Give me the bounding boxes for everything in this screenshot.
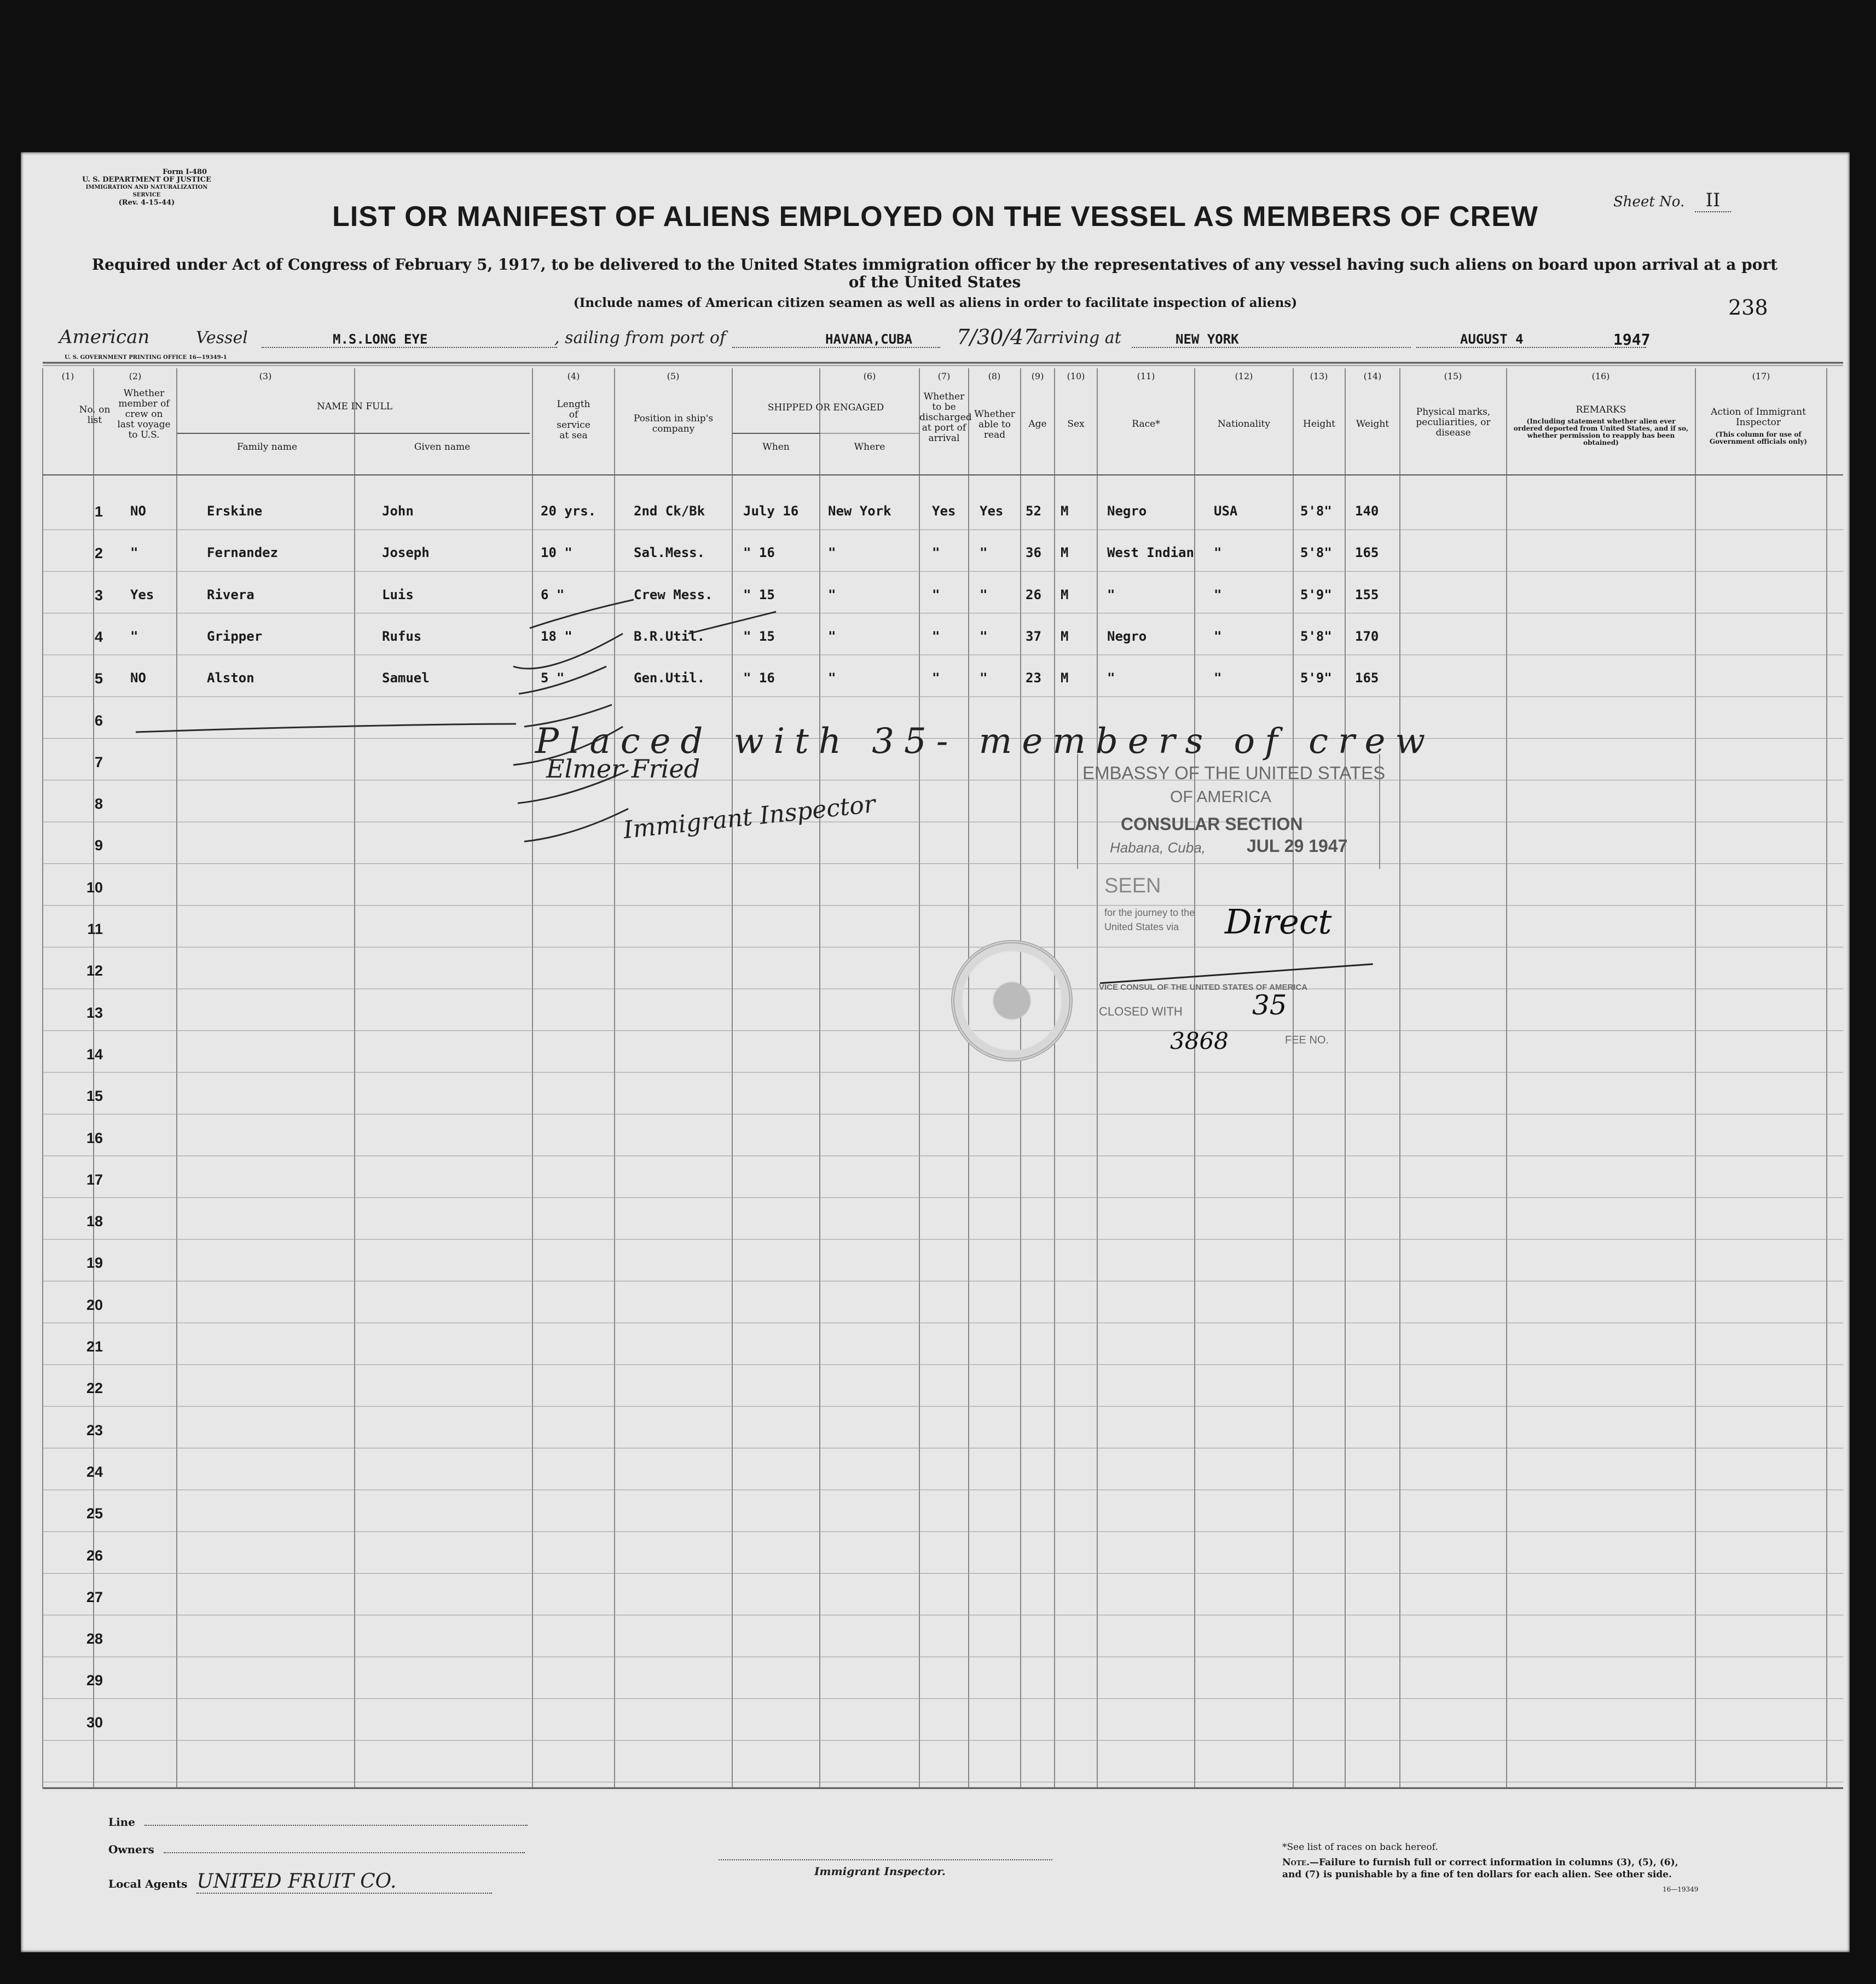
consular-stamp xyxy=(1077,754,1386,1230)
cell-given-name: Joseph xyxy=(382,545,430,561)
footer-races-note: *See list of races on back hereof. xyxy=(1282,1842,1438,1853)
cell-sex: M xyxy=(1061,670,1069,686)
cell-position: 2nd Ck/Bk xyxy=(634,503,705,519)
header-family-name: Family name xyxy=(236,442,298,453)
document-title: LIST OR MANIFEST OF ALIENS EMPLOYED ON THE VESSEL AS MEMBERS OF CREW xyxy=(332,201,1538,233)
row-number: 16 xyxy=(86,1129,103,1146)
row-number: 11 xyxy=(87,921,103,937)
cell-shipped-where: " xyxy=(828,587,836,602)
column-number: (9) xyxy=(1031,371,1044,381)
cell-shipped-where: " xyxy=(828,628,836,644)
row-number: 29 xyxy=(86,1672,103,1689)
cell-height: 5'8" xyxy=(1300,628,1332,644)
cell-length-of-service: 10 " xyxy=(541,545,572,561)
cell-race: Negro xyxy=(1107,628,1147,644)
cell-nationality: " xyxy=(1214,628,1222,644)
cell-age: 26 xyxy=(1026,587,1041,602)
cell-shipped-when: " 16 xyxy=(743,670,775,686)
column-number: (15) xyxy=(1444,371,1462,381)
cell-family-name: Erskine xyxy=(207,503,263,519)
cell-weight: 140 xyxy=(1355,503,1379,519)
footer-line-underline xyxy=(144,1825,528,1826)
handwritten-signature: Elmer Fried xyxy=(546,754,700,784)
column-number: (17) xyxy=(1752,371,1770,381)
stamp-city: Habana, Cuba, xyxy=(1110,839,1206,856)
row-number: 28 xyxy=(86,1631,103,1647)
cell-length-of-service: 18 " xyxy=(541,628,572,644)
header-length-service: Length of service at sea xyxy=(557,399,590,441)
row-number: 18 xyxy=(86,1213,103,1230)
header-height: Height xyxy=(1303,419,1335,430)
cell-sex: M xyxy=(1061,545,1069,561)
column-number: (8) xyxy=(988,371,1001,381)
column-number: (13) xyxy=(1310,371,1328,381)
cell-family-name: Alston xyxy=(207,670,254,686)
footer-inspector-label: Immigrant Inspector. xyxy=(814,1865,946,1878)
cell-given-name: Samuel xyxy=(382,670,430,686)
handwritten-marks xyxy=(21,152,1850,1952)
cell-race: " xyxy=(1107,670,1115,686)
cell-crew-status: " xyxy=(130,545,138,561)
column-number: (6) xyxy=(863,371,876,381)
cell-height: 5'8" xyxy=(1300,503,1332,519)
cell-crew-status: NO xyxy=(130,670,146,686)
stamp-journey-hand: Direct xyxy=(1225,902,1332,942)
row-number: 15 xyxy=(86,1088,103,1105)
cell-nationality: USA xyxy=(1214,503,1238,519)
footer-note-label: Note. xyxy=(1282,1857,1310,1868)
cell-crew-status: " xyxy=(130,628,138,644)
header-remarks: REMARKS xyxy=(1576,404,1626,415)
row-number: 21 xyxy=(86,1338,103,1355)
cell-discharged: " xyxy=(932,545,940,561)
header-position: Position in ship's company xyxy=(633,413,714,434)
cell-shipped-where: " xyxy=(828,545,836,561)
header-weight: Weight xyxy=(1356,419,1389,430)
cell-family-name: Fernandez xyxy=(207,545,279,561)
arrival-date: AUGUST 4 xyxy=(1460,332,1524,347)
stamp-seen: SEEN xyxy=(1104,874,1161,897)
column-number: (7) xyxy=(937,371,951,381)
cell-height: 5'8" xyxy=(1300,545,1332,561)
cell-age: 52 xyxy=(1026,503,1041,519)
cell-crew-status: Yes xyxy=(130,587,154,602)
cell-discharged: Yes xyxy=(932,503,956,519)
row-number: 24 xyxy=(86,1463,103,1480)
row-number: 2 xyxy=(94,545,103,562)
column-number: (2) xyxy=(129,371,142,381)
column-number: (5) xyxy=(667,371,680,381)
row-number: 22 xyxy=(86,1380,103,1397)
footer-agents-value: UNITED FRUIT CO. xyxy=(196,1870,492,1894)
header-physical: Physical marks, peculiarities, or disease xyxy=(1416,407,1491,438)
cell-length-of-service: 5 " xyxy=(541,670,565,686)
cell-able-to-read: " xyxy=(980,587,988,602)
sheet-value: II xyxy=(1695,189,1732,212)
sheet-label: Sheet No. xyxy=(1613,194,1685,210)
cell-discharged: " xyxy=(932,628,940,644)
footer-agents-label: Local Agents xyxy=(108,1877,188,1890)
row-number: 26 xyxy=(86,1547,103,1564)
cell-family-name: Gripper xyxy=(207,628,263,644)
row-number: 30 xyxy=(86,1714,103,1731)
cell-height: 5'9" xyxy=(1300,670,1332,686)
header-remarks-note: (Including statement whether alien ever ordered deported from United States, and if so, whether permission to reapply has been obtained) xyxy=(1513,417,1689,446)
column-number: (16) xyxy=(1591,371,1610,381)
row-number: 17 xyxy=(86,1171,103,1188)
row-number: 5 xyxy=(94,670,103,687)
cell-given-name: Luis xyxy=(382,587,414,602)
document-subtitle: Required under Act of Congress of February 5, 1917, to be delivered to the United States immigration officer by the representatives of any vessel having such aliens on board upon arrival at a port of the United States xyxy=(91,256,1778,291)
cell-shipped-when: July 16 xyxy=(743,503,799,519)
cell-age: 37 xyxy=(1026,628,1041,644)
cell-nationality: " xyxy=(1214,587,1222,602)
column-number: (4) xyxy=(567,371,580,381)
stamp-journey2: United States via xyxy=(1104,921,1179,932)
column-number: (1) xyxy=(61,371,74,381)
cell-nationality: " xyxy=(1214,670,1222,686)
header-member-crew: Whether member of crew on last voyage to U.S. xyxy=(117,388,171,440)
cell-nationality: " xyxy=(1214,545,1222,561)
cell-length-of-service: 6 " xyxy=(541,587,565,602)
cell-position: Crew Mess. xyxy=(634,587,713,602)
footer-inspector-line xyxy=(719,1859,1052,1860)
departure-date: 7/30/47 xyxy=(957,325,1037,349)
document-subnote: (Include names of American citizen seamen as well as aliens in order to facilitate inspection of aliens) xyxy=(573,295,1298,310)
cell-shipped-when: " 15 xyxy=(743,587,775,602)
page-number: 238 xyxy=(1728,295,1768,320)
footer-line-label: Line xyxy=(108,1815,135,1829)
service-name: IMMIGRATION AND NATURALIZATION SERVICE xyxy=(85,184,208,198)
row-number: 19 xyxy=(86,1255,103,1272)
sailing-label: , sailing from port of xyxy=(554,328,726,347)
header-when: When xyxy=(762,442,790,453)
cell-discharged: " xyxy=(932,670,940,686)
header-nationality: Nationality xyxy=(1218,419,1270,430)
stamp-line3: CONSULAR SECTION xyxy=(1121,814,1303,834)
cell-weight: 170 xyxy=(1355,628,1379,644)
column-number: (12) xyxy=(1235,371,1253,381)
cell-family-name: Rivera xyxy=(207,587,254,602)
stamp-closed: CLOSED WITH xyxy=(1099,1005,1183,1018)
cell-able-to-read: " xyxy=(980,628,988,644)
cell-able-to-read: " xyxy=(980,670,988,686)
column-number: (14) xyxy=(1363,371,1382,381)
cell-weight: 155 xyxy=(1355,587,1379,602)
revision: (Rev. 4-15-44) xyxy=(118,199,175,207)
cell-crew-status: NO xyxy=(130,503,146,519)
row-number: 3 xyxy=(94,587,103,604)
cell-age: 36 xyxy=(1026,545,1041,561)
stamp-line2: OF AMERICA xyxy=(1170,788,1272,806)
cell-shipped-when: " 16 xyxy=(743,545,775,561)
cell-race: West Indian xyxy=(1107,545,1194,561)
cell-weight: 165 xyxy=(1355,545,1379,561)
row-number: 23 xyxy=(86,1422,103,1438)
header-discharged: Whether to be discharged at port of arrival xyxy=(919,391,972,444)
cell-given-name: John xyxy=(382,503,414,519)
printer-line: U. S. GOVERNMENT PRINTING OFFICE 16—19349-1 xyxy=(65,355,227,361)
form-number: Form I-480 xyxy=(163,168,207,176)
footer-owners-underline xyxy=(164,1852,525,1853)
arrival-port: NEW YORK xyxy=(1176,332,1239,347)
stamp-fee-label: FEE NO. xyxy=(1285,1034,1329,1046)
cell-able-to-read: Yes xyxy=(980,503,1004,519)
arriving-label: arriving at xyxy=(1033,328,1121,347)
header-sex: Sex xyxy=(1067,419,1085,430)
row-number: 6 xyxy=(94,712,103,729)
header-where: Where xyxy=(854,442,885,453)
row-number: 4 xyxy=(94,628,103,645)
cell-age: 23 xyxy=(1026,670,1041,686)
cell-shipped-where: New York xyxy=(828,503,891,519)
stamp-closed-hand: 35 xyxy=(1252,989,1287,1021)
cell-sex: M xyxy=(1061,628,1069,644)
cell-sex: M xyxy=(1061,587,1069,602)
stamp-line1: EMBASSY OF THE UNITED STATES xyxy=(1082,763,1386,783)
stamp-journey1: for the journey to the xyxy=(1104,907,1195,918)
cell-able-to-read: " xyxy=(980,545,988,561)
row-number: 12 xyxy=(86,962,103,979)
manifest-sheet xyxy=(21,152,1850,1952)
row-number: 14 xyxy=(86,1046,103,1063)
row-number: 8 xyxy=(94,796,103,813)
footer-code: 16—19349 xyxy=(1663,1886,1699,1893)
row-number: 27 xyxy=(86,1588,103,1605)
row-number: 13 xyxy=(86,1004,103,1021)
cell-race: " xyxy=(1107,587,1115,602)
handwritten-placed-note: Placed with 35- members of crew xyxy=(535,721,1435,762)
cell-position: Gen.Util. xyxy=(634,670,705,686)
cell-shipped-where: " xyxy=(828,670,836,686)
header-race: Race* xyxy=(1132,419,1160,430)
row-number: 7 xyxy=(94,753,103,770)
stamp-vice-consul-signature xyxy=(1098,942,1373,984)
handwritten-inspector-title: Immigrant Inspector xyxy=(622,790,877,845)
header-action: Action of Immigrant Inspector xyxy=(1711,407,1806,428)
row-number: 25 xyxy=(86,1505,103,1522)
row-number: 1 xyxy=(94,503,103,520)
cell-given-name: Rufus xyxy=(382,628,422,644)
cell-sex: M xyxy=(1061,503,1069,519)
footer-owners-label: Owners xyxy=(108,1843,154,1856)
row-number: 9 xyxy=(94,837,103,854)
header-no-on-list: No. on list xyxy=(79,404,111,426)
cell-shipped-when: " 15 xyxy=(743,628,775,644)
vessel-name: M.S.LONG EYE xyxy=(333,332,428,347)
row-number: 10 xyxy=(86,879,103,896)
header-name-in-full: NAME IN FULL xyxy=(316,401,393,412)
cell-height: 5'9" xyxy=(1300,587,1332,602)
consular-seal xyxy=(951,940,1073,1061)
footer-agents-field xyxy=(108,1870,492,1894)
department: U. S. DEPARTMENT OF JUSTICE xyxy=(82,176,211,184)
vessel-label: Vessel xyxy=(196,328,248,347)
column-number: (11) xyxy=(1137,371,1155,381)
row-number: 20 xyxy=(86,1296,103,1313)
header-able-read: Whether able to read xyxy=(974,409,1015,440)
arrival-year: 1947 xyxy=(1613,330,1651,349)
stamp-fee-hand: 3868 xyxy=(1170,1028,1229,1054)
cell-race: Negro xyxy=(1107,503,1147,519)
header-given-name: Given name xyxy=(414,442,471,453)
footer-note xyxy=(1282,1857,1698,1881)
cell-discharged: " xyxy=(932,587,940,602)
cell-length-of-service: 20 yrs. xyxy=(541,503,597,519)
stamp-vice-consul: VICE CONSUL OF THE UNITED STATES OF AMERICA xyxy=(1099,983,1308,992)
stamp-date: JUL 29 1947 xyxy=(1247,836,1348,856)
cell-position: Sal.Mess. xyxy=(634,545,705,561)
column-number: (3) xyxy=(259,371,272,381)
header-shipped: SHIPPED OR ENGAGED xyxy=(767,402,884,413)
column-number: (10) xyxy=(1067,371,1085,381)
vessel-nationality: American xyxy=(59,326,150,348)
footer-owners-field xyxy=(108,1843,525,1856)
footer-note-text: —Failure to furnish full or correct information in columns (3), (5), (6), and (7) is punishable by a fine of ten dollars for each alien. See other side. xyxy=(1282,1857,1678,1880)
header-age: Age xyxy=(1028,419,1047,430)
cell-position: B.R.Util. xyxy=(634,628,705,644)
header-action-note: (This column for use of Government officials only) xyxy=(1709,431,1808,445)
cell-weight: 165 xyxy=(1355,670,1379,686)
footer-line-field xyxy=(108,1815,528,1829)
departure-port: HAVANA,CUBA xyxy=(825,332,912,347)
